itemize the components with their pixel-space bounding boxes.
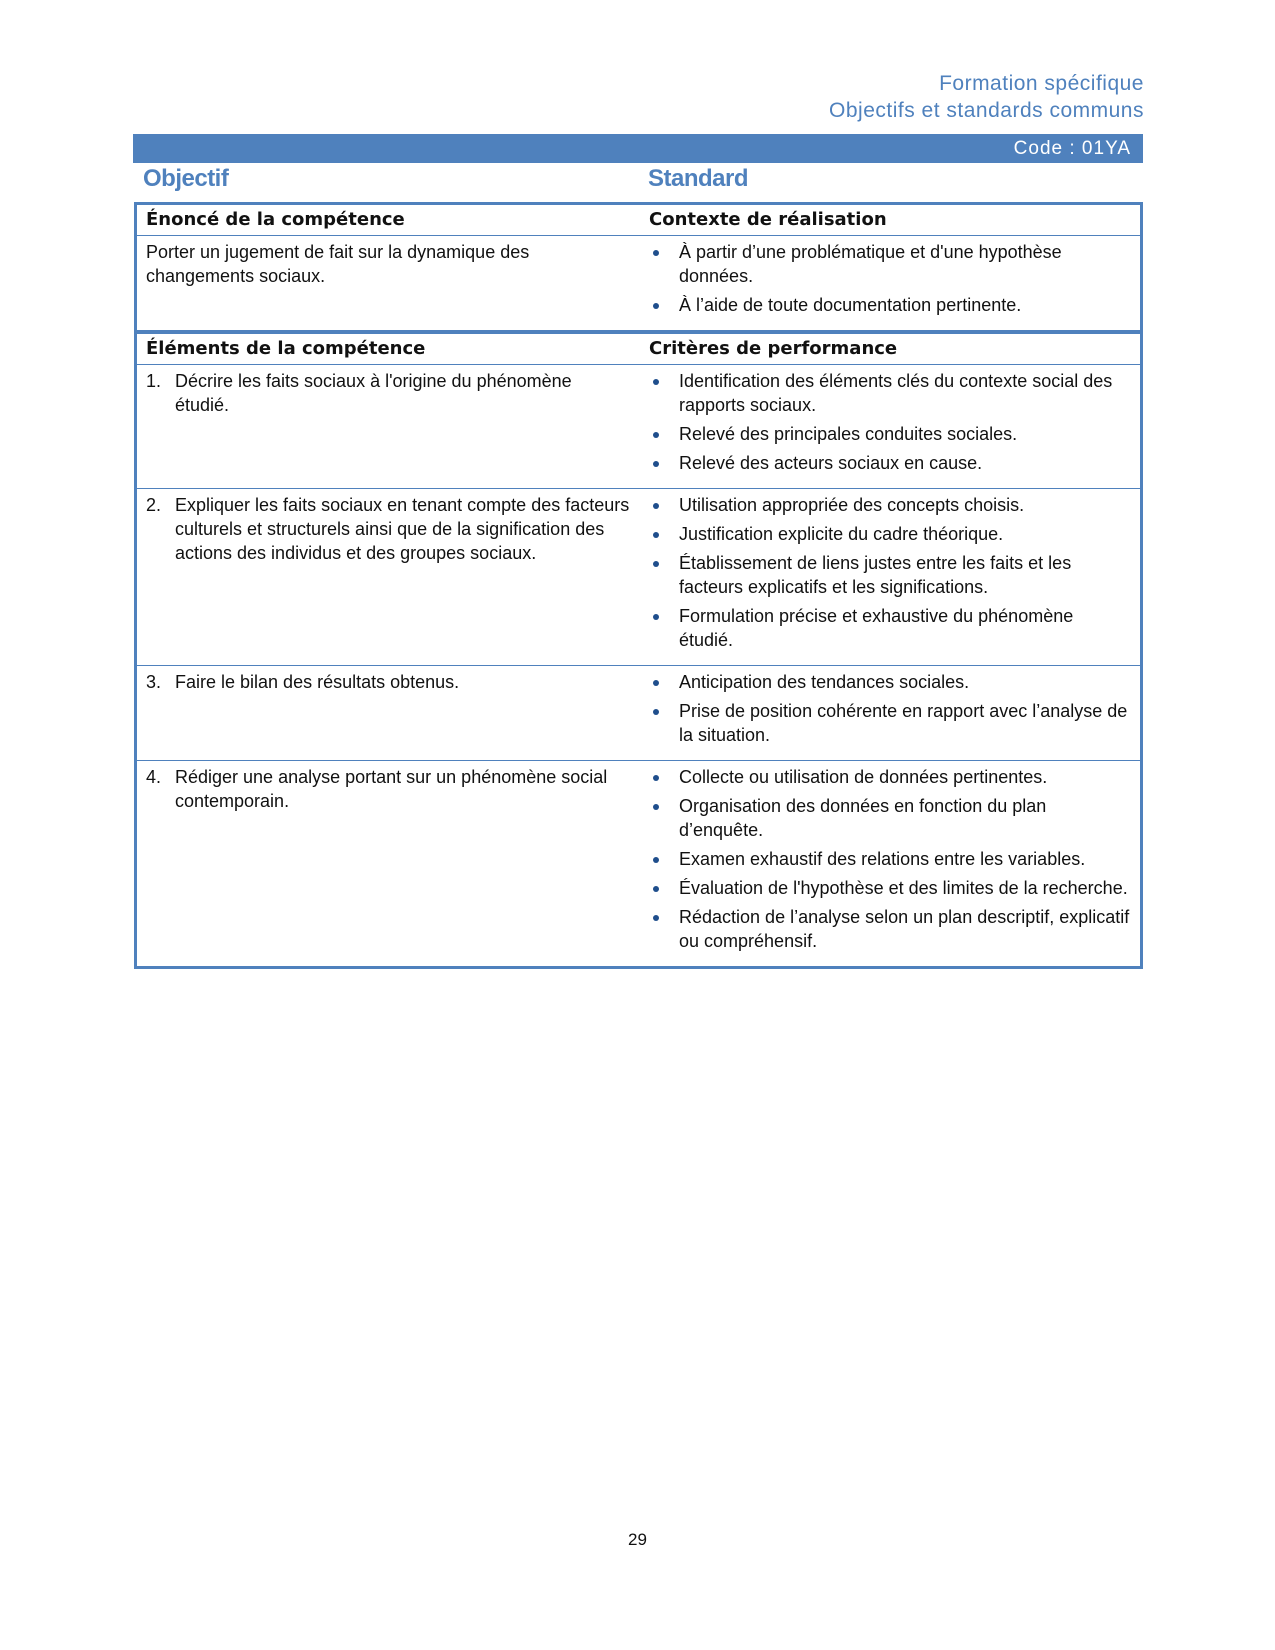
element-number: 4. (146, 767, 162, 787)
criterion: Collecte ou utilisation de données pertinentes. (649, 765, 1130, 789)
criterion: Établissement de liens justes entre les faits et les facteurs explicatifs et les significations. (649, 551, 1130, 599)
criterion: Examen exhaustif des relations entre les variables. (649, 847, 1130, 871)
elements-table (134, 331, 1143, 969)
criterion: Prise de position cohérente en rapport avec l’analyse de la situation. (649, 699, 1130, 747)
criterion: Utilisation appropriée des concepts choisis. (649, 493, 1130, 517)
criterion: Formulation précise et exhaustive du phénomène étudié. (649, 604, 1130, 652)
code-banner: Code : 01YA (133, 134, 1143, 163)
table-row (136, 666, 1142, 761)
standard-heading: Standard (648, 165, 749, 192)
element-text: Rédiger une analyse portant sur un phénomène social contemporain. (175, 767, 608, 811)
criterion: Anticipation des tendances sociales. (649, 670, 1130, 694)
element-text: Faire le bilan des résultats obtenus. (175, 672, 460, 692)
criterion: Rédaction de l’analyse selon un plan descriptif, explicatif ou compréhensif. (649, 905, 1130, 953)
context-item: À l’aide de toute documentation pertinente. (649, 293, 1130, 317)
criterion: Organisation des données en fonction du plan d’enquête. (649, 794, 1130, 842)
context-item: À partir d’une problématique et d'une hypothèse données. (649, 240, 1130, 288)
criterion: Identification des éléments clés du contexte social des rapports sociaux. (649, 369, 1130, 417)
table-row (136, 489, 1142, 666)
objectif-heading: Objectif (143, 165, 229, 192)
table-row (136, 761, 1142, 968)
page-number: 29 (628, 1530, 647, 1549)
criterion: Relevé des principales conduites sociales. (649, 422, 1130, 446)
element-number: 1. (146, 371, 162, 391)
context-header: Contexte de réalisation (640, 204, 1142, 236)
statement-header: Énoncé de la compétence (136, 204, 641, 236)
header-line-2: Objectifs et standards communs (829, 99, 1144, 122)
criterion: Évaluation de l'hypothèse et des limites de la recherche. (649, 876, 1130, 900)
elements-header: Éléments de la compétence (136, 333, 641, 365)
element-number: 2. (146, 495, 162, 515)
criterion: Relevé des acteurs sociaux en cause. (649, 451, 1130, 475)
element-text: Décrire les faits sociaux à l'origine du phénomène étudié. (175, 371, 572, 415)
header-line-1: Formation spécifique (939, 72, 1144, 95)
element-number: 3. (146, 672, 162, 692)
element-text: Expliquer les faits sociaux en tenant compte des facteurs culturels et structurels ainsi que de la signification des actions des individus et des groupes sociaux. (175, 495, 630, 563)
competence-table (134, 202, 1143, 333)
table-row (136, 365, 1142, 489)
criteria-header: Critères de performance (640, 333, 1142, 365)
competence-statement: Porter un jugement de fait sur la dynamique des changements sociaux. (146, 242, 530, 286)
criterion: Justification explicite du cadre théorique. (649, 522, 1130, 546)
